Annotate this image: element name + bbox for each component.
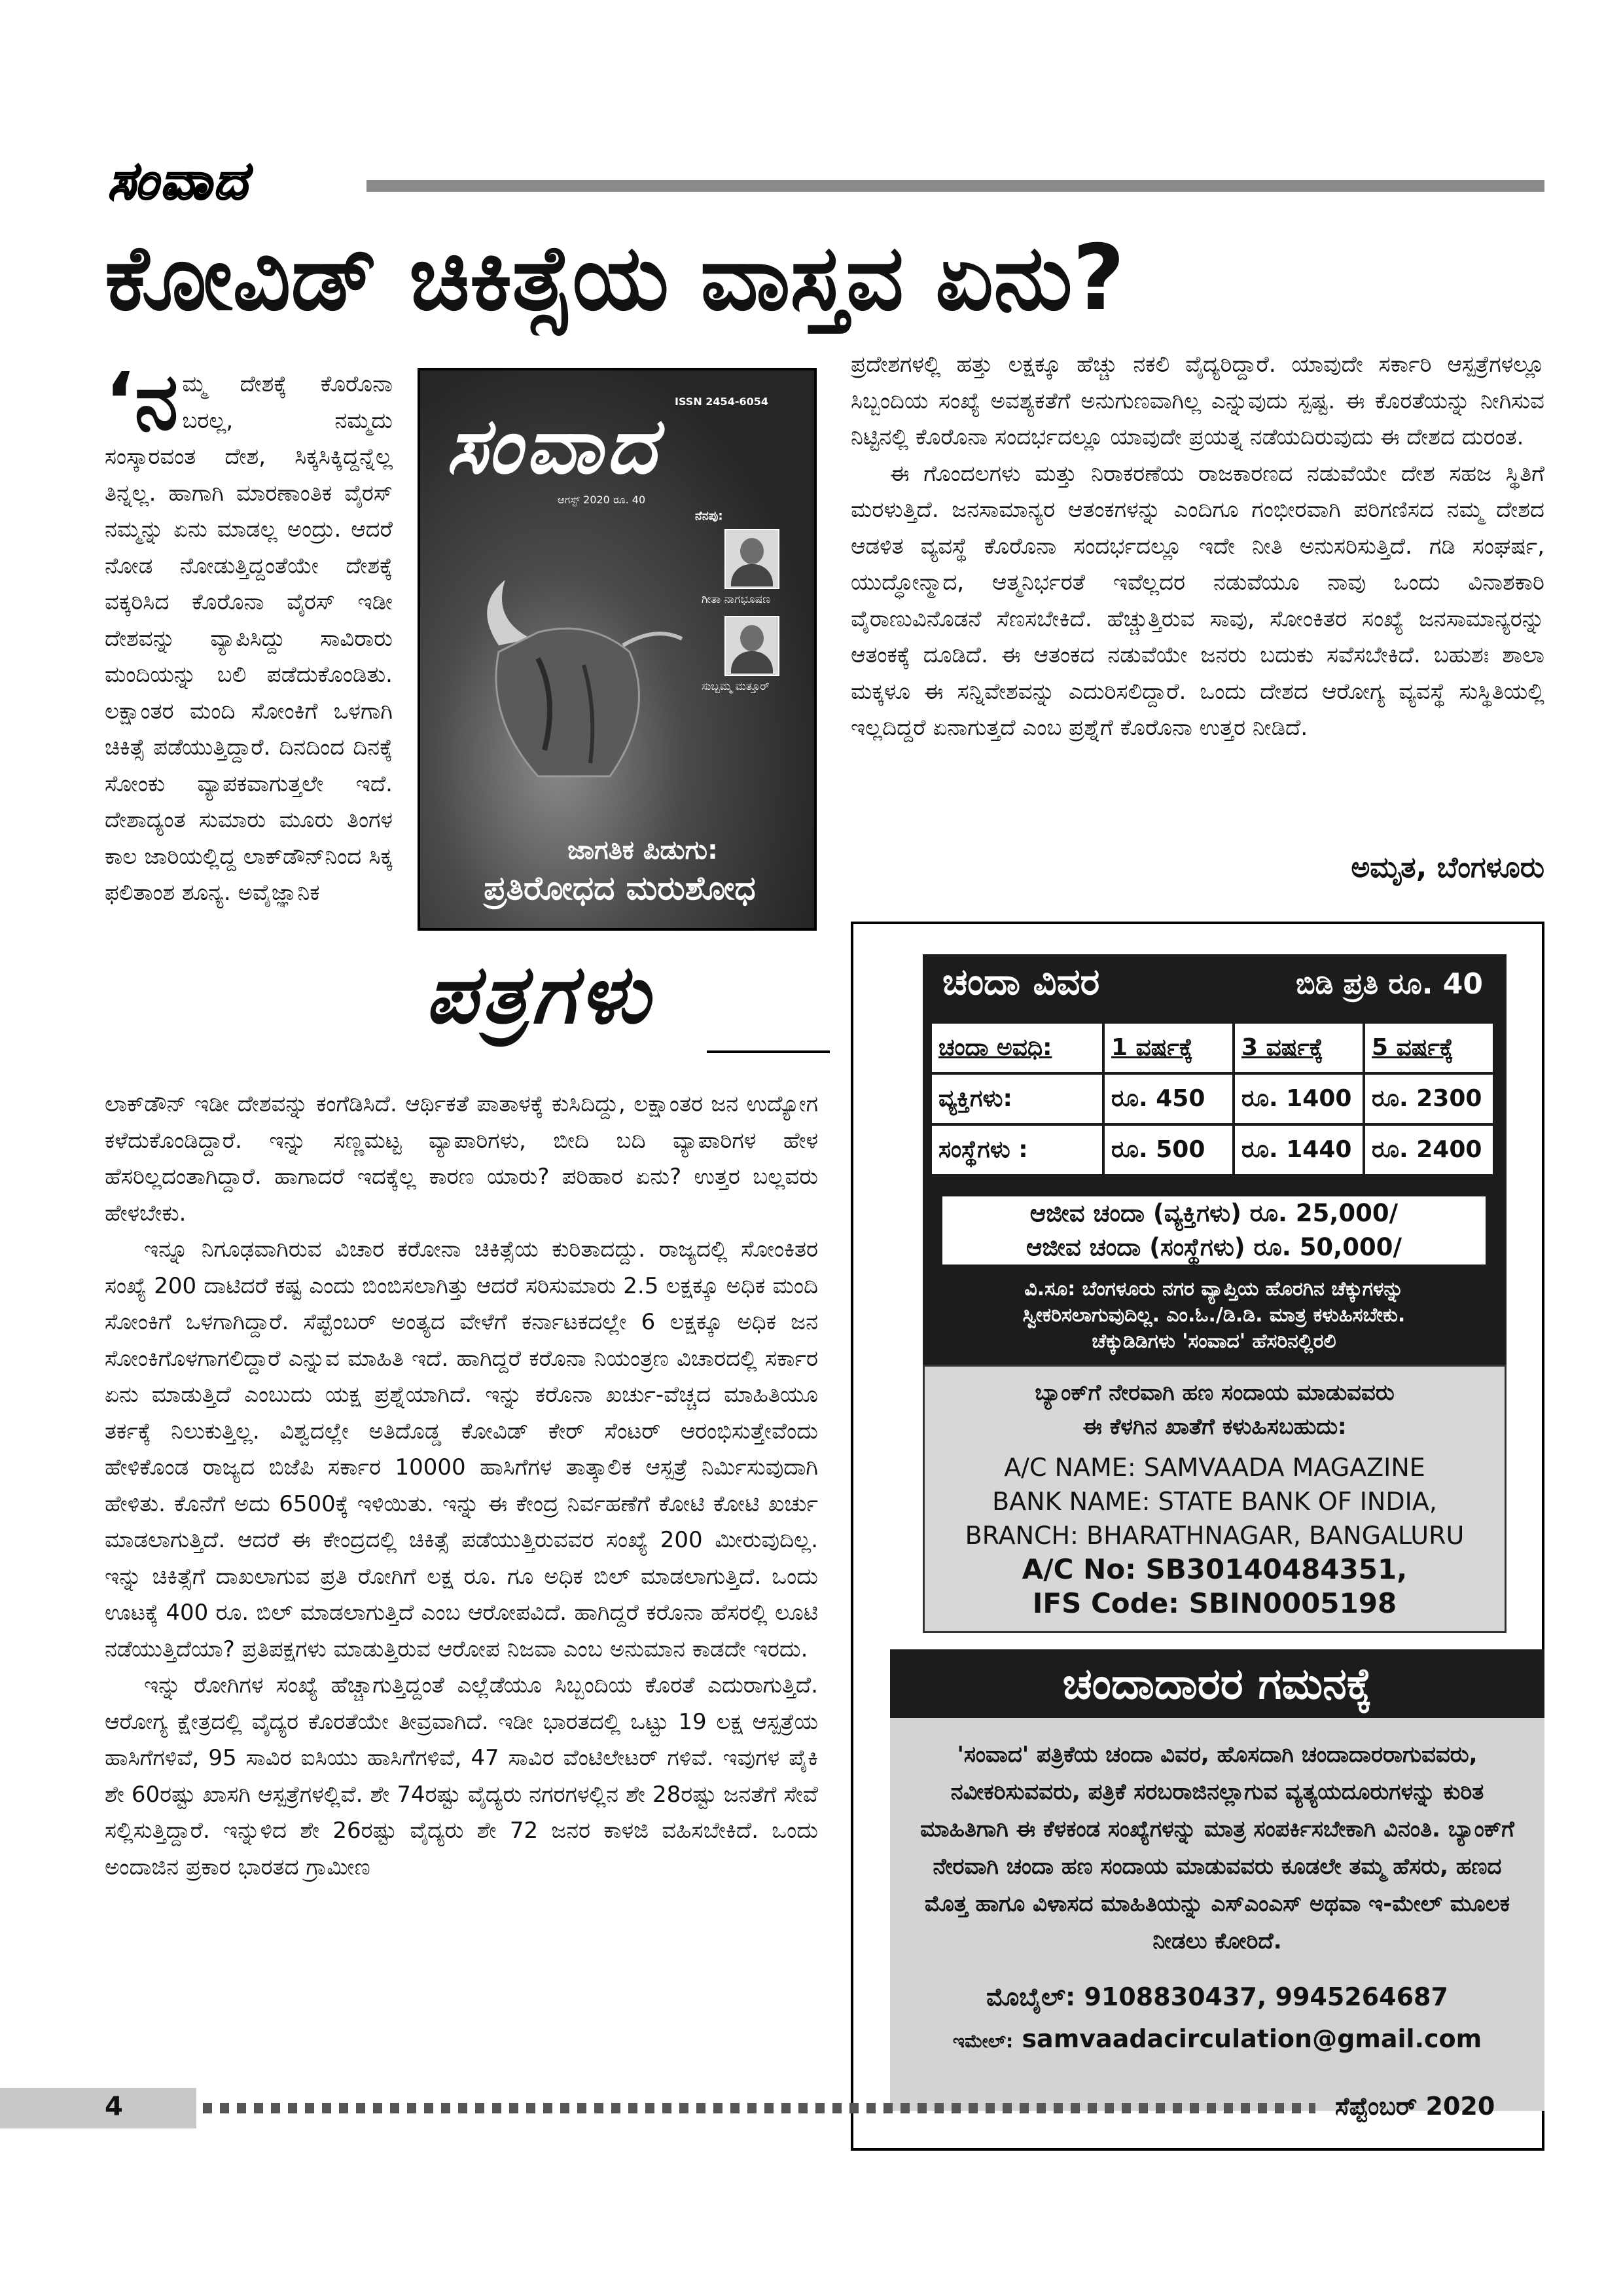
table-header-cell: 5 ವರ್ಷಕ್ಕೆ (1365, 1024, 1493, 1072)
footer-dotted-rule (203, 2103, 1315, 2113)
bank-intro-line-1: ಬ್ಯಾಂಕ್‌ಗೆ ನೇರವಾಗಿ ಹಣ ಸಂದಾಯ ಮಾಡುವವರು (1035, 1380, 1395, 1406)
subscriber-notice-text: 'ಸಂವಾದ' ಪತ್ರಿಕೆಯ ಚಂದಾ ವಿವರ, ಹೊಸದಾಗಿ ಚಂದಾದಾರರಾಗುವವರು, ನವೀಕರಿಸುವವರು, ಪತ್ರಿಕೆ ಸರಬರಾಜಿನಲ್ಲಾಗುವ ವ್ಯತ್ಯಯದೂರುಗಳನ್ನು ಕುರಿತ ಮಾಹಿತಿಗಾಗಿ ಈ ಕೆಳಕಂಡ ಸಂಖ್ಯೆಗಳನ್ನು ಮಾತ್ರ ಸಂಪರ್ಕಿಸಬೇಕಾಗಿ ವಿನಂತಿ. ಬ್ಯಾಂಕ್‌ಗೆ ನೇರವಾಗಿ ಚಂದಾ ಹಣ ಸಂದಾಯ ಮಾಡುವವರು ಕೂಡಲೇ ತಮ್ಮ ಹೆಸರು, ಹಣದ ಮೊತ್ತ ಹಾಗೂ ವಿಳಾಸದ ಮಾಹಿತಿಯನ್ನು ಎಸ್‌ಎಂಎಸ್ ಅಥವಾ ಇ-ಮೇಲ್ ಮೂಲಕ ನೀಡಲು ಕೋರಿದೆ. (920, 1742, 1514, 1954)
letter-paragraph-2: ಇನ್ನೂ ನಿಗೂಢವಾಗಿರುವ ವಿಚಾರ ಕರೋನಾ ಚಿಕಿತ್ಸೆಯ ಕುರಿತಾದದ್ದು. ರಾಜ್ಯದಲ್ಲಿ ಸೋಂಕಿತರ ಸಂಖ್ಯೆ 200 ದಾಟಿದರೆ ಕಷ್ಟ ಎಂದು ಬಿಂಬಿಸಲಾಗಿತ್ತು ಆದರೆ ಸರಿಸುಮಾರು 2.5 ಲಕ್ಷಕ್ಕೂ ಅಧಿಕ ಮಂದಿ ಸೋಂಕಿಗೆ ಒಳಗಾಗಿದ್ದಾರೆ. ಸೆಪ್ಟೆಂಬರ್ ಅಂತ್ಯದ ವೇಳೆಗೆ ಕರ್ನಾಟಕದಲ್ಲೇ 6 ಲಕ್ಷಕ್ಕೂ ಅಧಿಕ ಜನ ಸೋಂಕಿಗೊಳಗಾಗಲಿದ್ದಾರೆ ಎನ್ನುವ ಮಾಹಿತಿ ಇದೆ. ಹಾಗಿದ್ದರೆ ಕರೊನಾ ನಿಯಂತ್ರಣ ವಿಚಾರದಲ್ಲಿ ಸರ್ಕಾರ ಏನು ಮಾಡುತ್ತಿದೆ ಎಂಬುದು ಯಕ್ಷ ಪ್ರಶ್ನೆಯಾಗಿದೆ. ಇನ್ನು ಕರೊನಾ ಖರ್ಚು-ವೆಚ್ಚದ ಮಾಹಿತಿಯೂ ತರ್ಕಕ್ಕೆ ನಿಲುಕುತ್ತಿಲ್ಲ. ವಿಶ್ವದಲ್ಲೇ ಅತಿದೊಡ್ಡ ಕೋವಿಡ್ ಕೇರ್ ಸೆಂಟರ್ ಆರಂಭಿಸುತ್ತೇವೆಂದು ಹೇಳಿಕೊಂಡ ರಾಜ್ಯದ ಬಿಜೆಪಿ ಸರ್ಕಾರ 10000 ಹಾಸಿಗೆಗಳ ತಾತ್ಕಾಲಿಕ ಆಸ್ಪತ್ರೆ ನಿರ್ಮಿಸುವುದಾಗಿ ಹೇಳಿತು. ಕೊನೆಗೆ ಅದು 6500ಕ್ಕೆ ಇಳಿಯಿತು. ಇನ್ನು ಈ ಕೇಂದ್ರ ನಿರ್ವಹಣೆಗೆ ಕೋಟಿ ಕೋಟಿ ಖರ್ಚು ಮಾಡಲಾಗುತ್ತಿದೆ. ಆದರೆ ಈ ಕೇಂದ್ರದಲ್ಲಿ ಚಿಕಿತ್ಸೆ ಪಡೆಯುತ್ತಿರುವವರ ಸಂಖ್ಯೆ 200 ಮೀರುವುದಿಲ್ಲ. ಇನ್ನು ಚಿಕಿತ್ಸೆಗೆ ದಾಖಲಾಗುವ ಪ್ರತಿ ರೋಗಿಗೆ ಲಕ್ಷ ರೂ. ಗೂ ಅಧಿಕ ಬಿಲ್ ಮಾಡಲಾಗುತ್ತಿದೆ. ಒಂದು ಊಟಕ್ಕೆ 400 ರೂ. ಬಿಲ್ ಮಾಡಲಾಗುತ್ತಿದೆ ಎಂಬ ಆರೋಪವಿದೆ. ಹಾಗಿದ್ದರೆ ಕರೊನಾ ಹೆಸರಲ್ಲಿ ಲೂಟಿ ನಡೆಯುತ್ತಿದೆಯಾ? ಪ್ರತಿಪಕ್ಷಗಳು ಮಾಡುತ್ತಿರುವ ಆರೋಪ ನಿಜವಾ ಎಂಬ ಅನುಮಾನ ಕಾಡದೇ ಇರದು. (105, 1236, 818, 1662)
account-number: A/C No: SB30140484351, (1022, 1553, 1408, 1585)
cover-issn: ISSN 2454-6054 (675, 395, 768, 408)
section-rule (707, 1050, 830, 1053)
subscriber-notice (890, 1718, 1544, 2111)
rate-cell: ರೂ. 500 (1105, 1126, 1232, 1174)
subscription-note (929, 1276, 1499, 1355)
row-label: ವ್ಯಕ್ತಿಗಳು: (932, 1075, 1102, 1123)
note-line-1: ವಿ.ಸೂ: ಬೆಂಗಳೂರು ನಗರ ವ್ಯಾಪ್ತಿಯ ಹೊರಗಿನ ಚೆಕ್ಕುಗಳನ್ನು (1024, 1278, 1404, 1300)
magazine-cover-image (418, 368, 817, 931)
article-headline: ಕೋವಿಡ್ ಚಿಕಿತ್ಸೆಯ ವಾಸ್ತವ ಏನು? (105, 225, 1125, 331)
letter-signature: ಅಮೃತ, ಬೆಂಗಳೂರು (1351, 851, 1544, 884)
table-header-row (932, 1024, 1493, 1072)
cover-tribute-label: ನೆನಪು: (695, 509, 723, 523)
letter-paragraph-right-1: ಪ್ರದೇಶಗಳಲ್ಲಿ ಹತ್ತು ಲಕ್ಷಕ್ಕೂ ಹೆಚ್ಚು ನಕಲಿ ವೈದ್ಯರಿದ್ದಾರೆ. ಯಾವುದೇ ಸರ್ಕಾರಿ ಆಸ್ಪತ್ರೆಗಳಲ್ಲೂ ಸಿಬ್ಬಂದಿಯ ಸಂಖ್ಯೆ ಅವಶ್ಯಕತೆಗೆ ಅನುಗುಣವಾಗಿಲ್ಲ ಎನ್ನುವುದು ಸ್ಪಷ್ಟ. ಈ ಕೊರತೆಯನ್ನು ನೀಗಿಸುವ ನಿಟ್ಟಿನಲ್ಲಿ ಕೊರೊನಾ ಸಂದರ್ಭದಲ್ಲೂ ಯಾವುದೇ ಪ್ರಯತ್ನ ನಡೆಯದಿರುವುದು ಈ ದೇಶದ ದುರಂತ. (851, 351, 1544, 450)
rate-cell: ರೂ. 450 (1105, 1075, 1232, 1123)
table-header-cell: ಚಂದಾ ಅವಧಿ: (932, 1024, 1102, 1072)
cover-subtitle: ಜಾಗತಿಕ ಪಿಡುಗು: (567, 835, 718, 865)
table-row (932, 1126, 1493, 1174)
email-address: samvaadacirculation@gmail.com (1022, 2024, 1482, 2053)
issue-date: ಸೆಪ್ಟೆಂಬರ್ 2020 (1335, 2092, 1495, 2121)
section-title-letters: ಪತ್ರಗಳು (425, 948, 654, 1042)
bank-name: BANK NAME: STATE BANK OF INDIA, (992, 1487, 1437, 1516)
bank-intro-line-2: ಈ ಕೆಳಗಿನ ಖಾತೆಗೆ ಕಳುಹಿಸಬಹುದು: (1082, 1414, 1347, 1440)
cover-title: ಸಂವಾದ (446, 401, 660, 491)
letter-wide-column (105, 1086, 818, 2075)
letter-paragraph-1: ಲಾಕ್‌ಡೌನ್ ಇಡೀ ದೇಶವನ್ನು ಕಂಗೆಡಿಸಿದೆ. ಆರ್ಥಿಕತೆ ಪಾತಾಳಕ್ಕೆ ಕುಸಿದಿದ್ದು, ಲಕ್ಷಾಂತರ ಜನ ಉದ್ಯೋಗ ಕಳೆದುಕೊಂಡಿದ್ದಾರೆ. ಇನ್ನು ಸಣ್ಣಮಟ್ಟ ವ್ಯಾಪಾರಿಗಳು, ಬೀದಿ ಬದಿ ವ್ಯಾಪಾರಿಗಳ ಹೇಳ ಹೆಸರಿಲ್ಲದಂತಾಗಿದ್ದಾರೆ. ಹಾಗಾದರೆ ಇದಕ್ಕೆಲ್ಲ ಕಾರಣ ಯಾರು? ಪರಿಹಾರ ಏನು? ಉತ್ತರ ಬಲ್ಲವರು ಹೇಳಬೇಕು. (105, 1091, 818, 1227)
letter-paragraph-right-2: ಈ ಗೊಂದಲಗಳು ಮತ್ತು ನಿರಾಕರಣೆಯ ರಾಜಕಾರಣದ ನಡುವೆಯೇ ದೇಶ ಸಹಜ ಸ್ಥಿತಿಗೆ ಮರಳುತ್ತಿದೆ. ಜನಸಾಮಾನ್ಯರ ಆತಂಕಗಳನ್ನು ಎಂದಿಗೂ ಗಂಭೀರವಾಗಿ ಪರಿಗಣಿಸದ ನಮ್ಮ ದೇಶದ ಆಡಳಿತ ವ್ಯವಸ್ಥೆ ಕೊರೊನಾ ಸಂದರ್ಭದಲ್ಲೂ ಇದೇ ನೀತಿ ಅನುಸರಿಸುತ್ತಿದೆ. ಗಡಿ ಸಂಘರ್ಷ, ಯುದ್ಧೋನ್ಮಾದ, ಆತ್ಮನಿರ್ಭರತೆ ಇವೆಲ್ಲದರ ನಡುವೆಯೂ ನಾವು ಒಂದು ವಿನಾಶಕಾರಿ ವೈರಾಣುವಿನೊಡನೆ ಸೆಣಸಬೇಕಿದೆ. ಹೆಚ್ಚುತ್ತಿರುವ ಸಾವು, ಸೋಂಕಿತರ ಸಂಖ್ಯೆ ಜನಸಾಮಾನ್ಯರನ್ನು ಆತಂಕಕ್ಕೆ ದೂಡಿದೆ. ಈ ಆತಂಕದ ನಡುವೆಯೇ ಜನರು ಬದುಕು ಸವೆಸಬೇಕಿದೆ. ಬಹುಶಃ ಶಾಲಾ ಮಕ್ಕಳೂ ಈ ಸನ್ನಿವೇಶವನ್ನು ಎದುರಿಸಲಿದ್ದಾರೆ. ಒಂದು ದೇಶದ ಆರೋಗ್ಯ ವ್ಯವಸ್ಥೆ ಸುಸ್ಥಿತಿಯಲ್ಲಿ ಇಲ್ಲದಿದ್ದರೆ ಏನಾಗುತ್ತದೆ ಎಂಬ ಪ್ರಶ್ನೆಗೆ ಕೊರೊನಾ ಉತ್ತರ ನೀಡಿದೆ. (851, 460, 1544, 741)
letter-paragraph-3: ಇನ್ನು ರೋಗಿಗಳ ಸಂಖ್ಯೆ ಹೆಚ್ಚಾಗುತ್ತಿದ್ದಂತೆ ಎಲ್ಲೆಡೆಯೂ ಸಿಬ್ಬಂದಿಯ ಕೊರತೆ ಎದುರಾಗುತ್ತಿದೆ. ಆರೋಗ್ಯ ಕ್ಷೇತ್ರದಲ್ಲಿ ವೈದ್ಯರ ಕೊರತೆಯೇ ತೀವ್ರವಾಗಿದೆ. ಇಡೀ ಭಾರತದಲ್ಲಿ ಒಟ್ಟು 19 ಲಕ್ಷ ಆಸ್ಪತ್ರೆಯ ಹಾಸಿಗೆಗಳಿವೆ, 95 ಸಾವಿರ ಐಸಿಯು ಹಾಸಿಗೆಗಳಿವೆ, 47 ಸಾವಿರ ವೆಂಟಿಲೇಟರ್ ಗಳಿವೆ. ಇವುಗಳ ಪೈಕಿ ಶೇ 60ರಷ್ಟು ಖಾಸಗಿ ಆಸ್ಪತ್ರೆಗಳಲ್ಲಿವೆ. ಶೇ 74ರಷ್ಟು ವೈದ್ಯರು ನಗರಗಳಲ್ಲಿನ ಶೇ 28ರಷ್ಟು ಜನತೆಗೆ ಸೇವೆ ಸಲ್ಲಿಸುತ್ತಿದ್ದಾರೆ. ಇನ್ನುಳಿದ ಶೇ 26ರಷ್ಟು ವೈದ್ಯರು ಶೇ 72 ಜನರ ಕಾಳಜಿ ವಹಿಸಬೇಕಿದೆ. ಒಂದು ಅಂದಾಜಿನ ಪ್ರಕಾರ ಭಾರತದ ಗ್ರಾಮೀಣ (105, 1672, 818, 1880)
cover-horned-rock-art (459, 567, 708, 789)
table-header-cell: 3 ವರ್ಷಕ್ಕೆ (1235, 1024, 1363, 1072)
account-name: A/C NAME: SAMVAADA MAGAZINE (1004, 1453, 1425, 1482)
letter-right-column (851, 347, 1544, 844)
rate-cell: ರೂ. 1440 (1235, 1126, 1363, 1174)
rate-cell: ರೂ. 1400 (1235, 1075, 1363, 1123)
cover-portrait-2 (724, 616, 779, 676)
subscriber-notice-title: ಚಂದಾದಾರರ ಗಮನಕ್ಕೆ (890, 1649, 1544, 1718)
subscription-title: ಚಂದಾ ವಿವರ (942, 961, 1100, 1003)
email-label: ಇಮೇಲ್: (952, 2030, 1014, 2052)
row-label: ಸಂಸ್ಥೆಗಳು : (932, 1126, 1102, 1174)
cover-issue-date: ಆಗಸ್ಟ್ 2020 ರೂ. 40 (558, 493, 646, 506)
mobile-numbers: ಮೊಬೈಲ್: 9108830437, 9945264687 (986, 1982, 1448, 2011)
cover-portrait-1 (724, 529, 779, 589)
page-number: 4 (105, 2092, 123, 2122)
lifetime-individual: ಆಜೀವ ಚಂದಾ (ವ್ಯಕ್ತಿಗಳು) ರೂ. 25,000/ (1029, 1199, 1399, 1227)
lifetime-subscription (942, 1196, 1486, 1265)
single-copy-price: ಬಿಡಿ ಪ್ರತಿ ರೂ. 40 (1296, 967, 1483, 1001)
header-rule (366, 180, 1544, 192)
subscription-rates-table (929, 1021, 1495, 1177)
table-header-cell: 1 ವರ್ಷಕ್ಕೆ (1105, 1024, 1232, 1072)
lifetime-institution: ಆಜೀವ ಚಂದಾ (ಸಂಸ್ಥೆಗಳು) ರೂ. 50,000/ (1026, 1233, 1402, 1261)
cover-main-title: ಪ್ರತಿರೋಧದ ಮರುಶೋಧ (484, 869, 756, 907)
masthead-logo: ಸಂವಾದ (108, 152, 249, 211)
ifs-code: IFS Code: SBIN0005198 (1032, 1587, 1397, 1619)
table-row (932, 1075, 1493, 1123)
letter-paragraph-narrow: ಮ್ಮ ದೇಶಕ್ಕೆ ಕೊರೊನಾ ಬರಲ್ಲ, ನಮ್ಮದು ಸಂಸ್ಕಾರವಂತ ದೇಶ, ಸಿಕ್ಕಸಿಕ್ಕಿದ್ದನ್ನೆಲ್ಲ ತಿನ್ನಲ್ಲ. ಹಾಗಾಗಿ ಮಾರಣಾಂತಿಕ ವೈರಸ್ ನಮ್ಮನ್ನು ಏನು ಮಾಡಲ್ಲ ಅಂದ್ರು. ಆದರೆ ನೋಡ ನೋಡುತ್ತಿದ್ದಂತೆಯೇ ದೇಶಕ್ಕೆ ವಕ್ಕರಿಸಿದ ಕೊರೊನಾ ವೈರಸ್ ಇಡೀ ದೇಶವನ್ನು ವ್ಯಾಪಿಸಿದ್ದು ಸಾವಿರಾರು ಮಂದಿಯನ್ನು ಬಲಿ ಪಡೆದುಕೊಂಡಿತು. ಲಕ್ಷಾಂತರ ಮಂದಿ ಸೋಂಕಿಗೆ ಒಳಗಾಗಿ ಚಿಕಿತ್ಸೆ ಪಡೆಯುತ್ತಿದ್ದಾರೆ. ದಿನದಿಂದ ದಿನಕ್ಕೆ ಸೋಂಕು ವ್ಯಾಪಕವಾಗುತ್ತಲೇ ಇದೆ. ದೇಶಾದ್ಯಂತ ಸುಮಾರು ಮೂರು ತಿಂಗಳ ಕಾಲ ಜಾರಿಯಲ್ಲಿದ್ದ ಲಾಕ್‌ಡೌನ್‌ನಿಂದ ಸಿಕ್ಕ ಫಲಿತಾಂಶ ಶೂನ್ಯ. ಅವೈಜ್ಞಾನಿಕ (105, 371, 393, 906)
footer-page-block (0, 2088, 196, 2128)
rate-cell: ರೂ. 2400 (1365, 1126, 1493, 1174)
rate-cell: ರೂ. 2300 (1365, 1075, 1493, 1123)
drop-cap: ‘ನ (105, 357, 179, 448)
note-line-2: ಸ್ವೀಕರಿಸಲಾಗುವುದಿಲ್ಲ. ಎಂ.ಓ./ಡಿ.ಡಿ. ಮಾತ್ರ ಕಳುಹಿಸಬೇಕು. (1022, 1304, 1406, 1327)
bank-details (923, 1365, 1507, 1633)
bank-branch: BRANCH: BHARATHNAGAR, BANGALURU (965, 1521, 1465, 1550)
note-line-3: ಚೆಕ್ಕುಡಿಡಿಗಳು 'ಸಂವಾದ' ಹೆಸರಿನಲ್ಲಿರಲಿ (1092, 1330, 1336, 1353)
letter-narrow-column (105, 357, 393, 1086)
cover-person-1: ಗೀತಾ ನಾಗಭೂಷಣ (702, 593, 771, 606)
cover-person-2: ಸುಬ್ಬಮ್ಮ ಮತ್ತೂರ್ (702, 680, 770, 693)
